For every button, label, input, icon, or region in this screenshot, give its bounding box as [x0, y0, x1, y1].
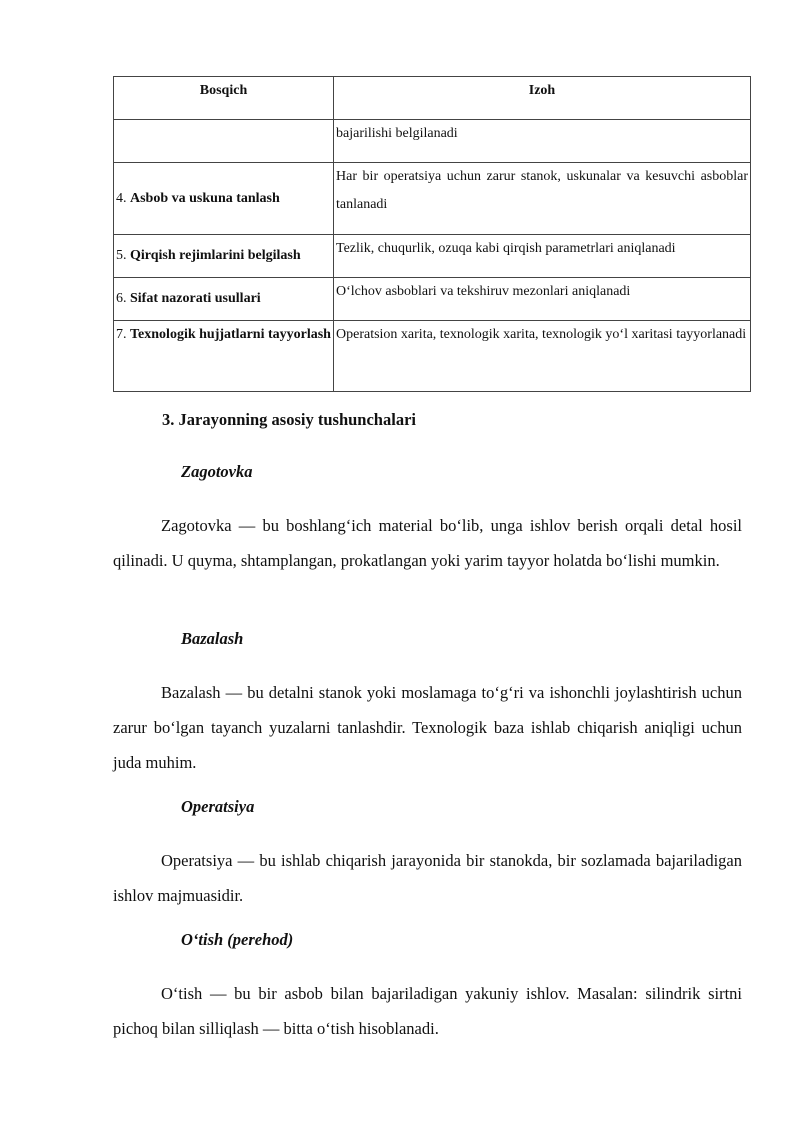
table-row: [114, 321, 751, 392]
table-cell-step: [114, 235, 334, 278]
table-row: [114, 120, 751, 163]
step-number: 6.: [116, 291, 127, 306]
table-cell-description: O‘lchov asboblari va tekshiruv mezonlari aniqlanadi: [334, 278, 751, 321]
column-header-izoh: Izoh: [334, 77, 751, 120]
term-title-otish: O‘tish (perehod): [181, 930, 294, 949]
step-number: 4.: [116, 190, 127, 206]
table-row: [114, 235, 751, 278]
step-title: Asbob va uskuna tanlash: [130, 190, 280, 206]
table-cell-description: bajarilishi belgilanadi: [334, 120, 751, 163]
step-title: Qirqish rejimlarini belgilash: [130, 248, 301, 263]
term-title-operatsiya: Operatsiya: [181, 797, 255, 816]
step-number: 5.: [116, 248, 127, 263]
step-title: Texnologik hujjatlarni tayyorlash: [130, 327, 331, 342]
table-row: [114, 163, 751, 235]
term-title-zagotovka: Zagotovka: [181, 462, 253, 481]
table-cell-description: Tezlik, chuqurlik, ozuqa kabi qirqish parametrlari aniqlanadi: [334, 235, 751, 278]
term-paragraph-operatsiya: Operatsiya — bu ishlab chiqarish jarayonida bir stanokda, bir sozlamada bajariladigan ishlov majmuasidir.: [113, 851, 742, 905]
term-title-bazalash: Bazalash: [181, 629, 244, 648]
term-paragraph-otish: O‘tish — bu bir asbob bilan bajariladigan yakuniy ishlov. Masalan: silindrik sirtni pichoq bilan silliqlash — bitta o‘tish hisoblanadi.: [113, 984, 742, 1038]
table-cell-step: [114, 321, 334, 392]
table-cell-description: Har bir operatsiya uchun zarur stanok, uskunalar va kesuvchi asboblar tanlanadi: [334, 163, 751, 235]
table-header-row: [114, 77, 751, 120]
section-heading: 3. Jarayonning asosiy tushunchalari: [162, 410, 416, 429]
column-header-bosqich: Bosqich: [114, 77, 334, 120]
process-steps-table: [113, 76, 751, 392]
step-title: Sifat nazorati usullari: [130, 291, 261, 306]
table-cell-description: Operatsion xarita, texnologik xarita, texnologik yo‘l xaritasi tayyorlanadi: [334, 321, 751, 392]
table-cell-step: [114, 278, 334, 321]
term-paragraph-bazalash: Bazalash — bu detalni stanok yoki moslamaga to‘g‘ri va ishonchli joylashtirish uchun zarur bo‘lgan tayanch yuzalarni tanlashdir. Texnologik baza ishlab chiqarish aniqligi uchun juda muhim.: [113, 683, 742, 772]
table-row: [114, 278, 751, 321]
term-paragraph-zagotovka: Zagotovka — bu boshlang‘ich material bo‘lib, unga ishlov berish orqali detal hosil qilinadi. U quyma, shtamplangan, prokatlangan yoki yarim tayyor holatda bo‘lishi mumkin.: [113, 516, 742, 570]
step-number: 7.: [116, 327, 127, 342]
table-cell-step: [114, 163, 334, 235]
table-cell-step: [114, 120, 334, 163]
